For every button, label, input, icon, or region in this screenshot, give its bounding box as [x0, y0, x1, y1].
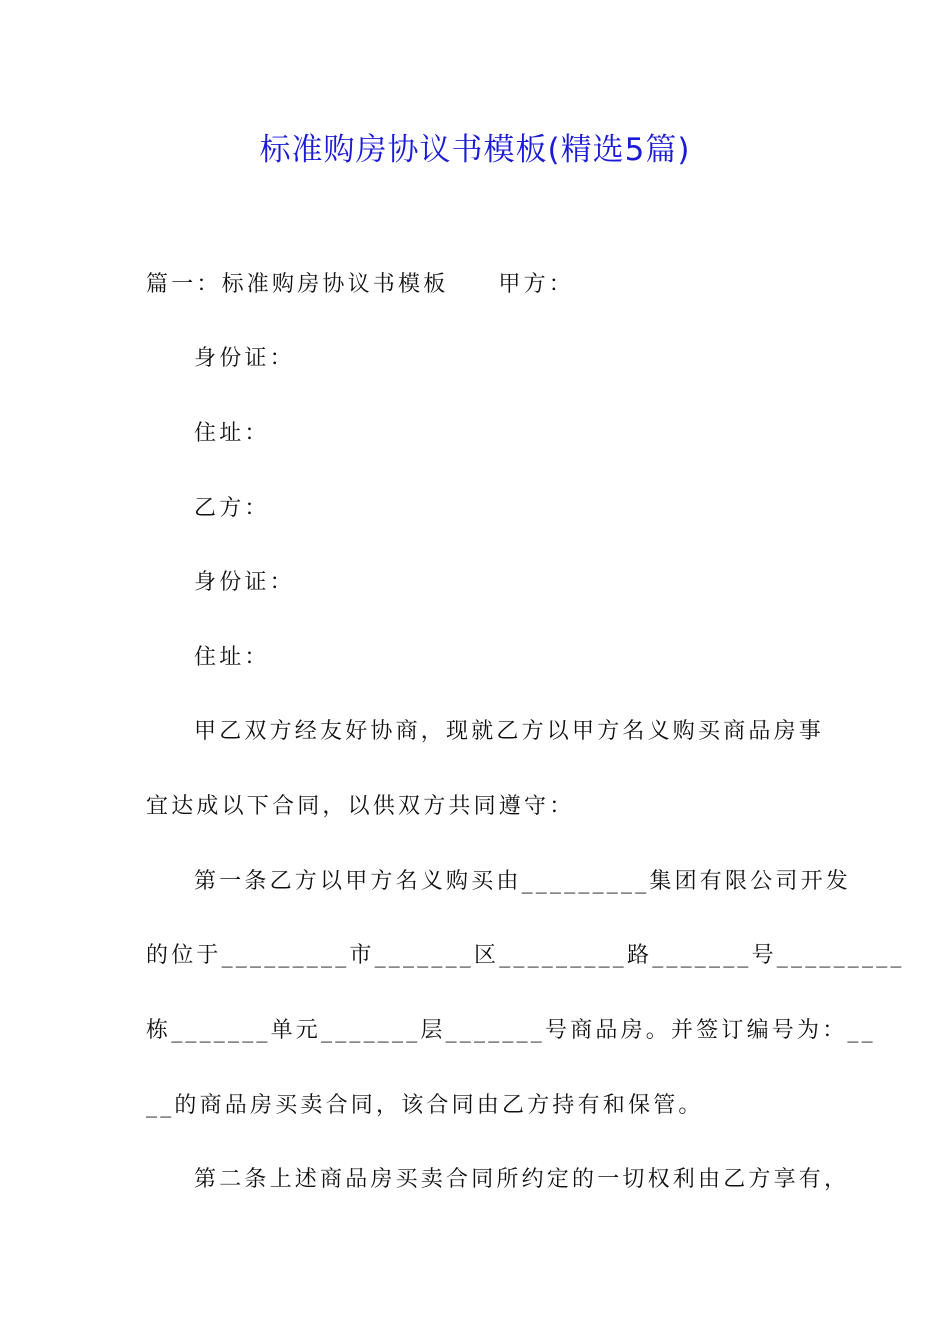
document-title: 标准购房协议书模板(精选5篇) — [259, 132, 691, 168]
section-heading-line — [146, 270, 574, 300]
article-one-line: 栋_______单元_______层_______号商品房。并签订编号为：__ — [146, 1018, 876, 1043]
party-b-label: 乙方： — [194, 496, 270, 521]
section-heading: 篇一：标准购房协议书模板 — [146, 272, 449, 297]
article-one-line: 第一条乙方以甲方名义购买由_________集团有限公司开发 — [194, 869, 852, 894]
party-a-id-label: 身份证： — [194, 346, 295, 371]
article-two-line: 第二条上述商品房买卖合同所约定的一切权利由乙方享有， — [194, 1167, 850, 1192]
party-a-label: 甲方： — [498, 272, 575, 297]
article-one-line: __的商品房买卖合同，该合同由乙方持有和保管。 — [146, 1093, 704, 1118]
party-a-address-label: 住址： — [194, 421, 270, 446]
party-b-id-label: 身份证： — [194, 570, 295, 595]
article-one-line: 的位于_________市_______区_________路_______号_________ — [146, 943, 905, 968]
paragraph-line: 甲乙双方经友好协商，现就乙方以甲方名义购买商品房事 — [194, 719, 825, 744]
paragraph-line: 宜达成以下合同，以供双方共同遵守： — [146, 794, 575, 819]
party-b-address-label: 住址： — [194, 645, 270, 670]
